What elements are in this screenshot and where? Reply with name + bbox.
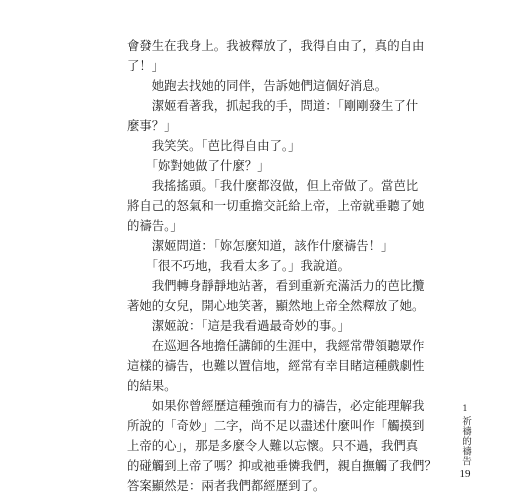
text-line: 潔姬問道：「妳怎麼知道，該作什麼禱告！」 (127, 238, 394, 253)
text-line: 的碰觸到上帝了嗎？抑或祂垂憐我們，親自撫觸了我們？ (127, 458, 437, 473)
text-line: 將自己的怒氣和一切重擔交託給上帝，上帝就垂聽了她 (127, 198, 425, 213)
text-line: 答案顯然是：兩者我們都經歷到了。 (127, 478, 326, 493)
text-line: 「很不巧地，我看太多了。」我說道。 (127, 258, 351, 273)
running-head (454, 404, 476, 466)
text-line: 我笑笑。「芭比得自由了。」 (127, 138, 301, 153)
text-line: 我搖搖頭。「我什麼都沒做，但上帝做了。當芭比 (127, 178, 419, 193)
body-text (127, 36, 437, 496)
text-line: 這樣的禱告，也難以置信地，經常有幸目睹這種戲劇性 (127, 358, 425, 373)
text-line: 我們轉身靜靜地站著，看到重新充滿活力的芭比攬 (127, 278, 425, 293)
text-line: 著她的女兒，開心地笑著，顯然地上帝全然釋放了她。 (127, 298, 425, 313)
text-line: 潔姬說：「這是我看過最奇妙的事。」 (127, 318, 351, 333)
text-line: 會發生在我身上。我被釋放了，我得自由了，真的自由 (127, 38, 425, 53)
text-line: 潔姬看著我，抓起我的手，問道：「剛剛發生了什 (127, 98, 419, 113)
text-line: 的禱告。」 (127, 218, 183, 233)
text-line: 她跑去找她的同伴，告訴她們這個好消息。 (127, 78, 388, 93)
text-line: 上帝的心」，那是多麼令人難以忘懷。只不過，我們真 (127, 438, 419, 453)
text-line: 麼事？」 (127, 118, 177, 133)
text-line: 的結果。 (127, 378, 177, 393)
text-line: 所說的「奇妙」二字，尚不足以盡述什麼叫作「觸摸到 (127, 418, 425, 433)
text-line: 了！」 (127, 58, 165, 73)
chapter-number: 1 (462, 404, 468, 413)
text-line: 在巡迴各地擔任講師的生涯中，我經常帶領聽眾作 (127, 338, 425, 353)
chapter-title: 祈禱的禱告 (460, 416, 471, 466)
text-line: 「妳對她做了什麼？」 (127, 158, 270, 173)
text-line: 如果你曾經歷這種強而有力的禱告，必定能理解我 (127, 398, 425, 413)
page-number: 19 (459, 468, 471, 480)
